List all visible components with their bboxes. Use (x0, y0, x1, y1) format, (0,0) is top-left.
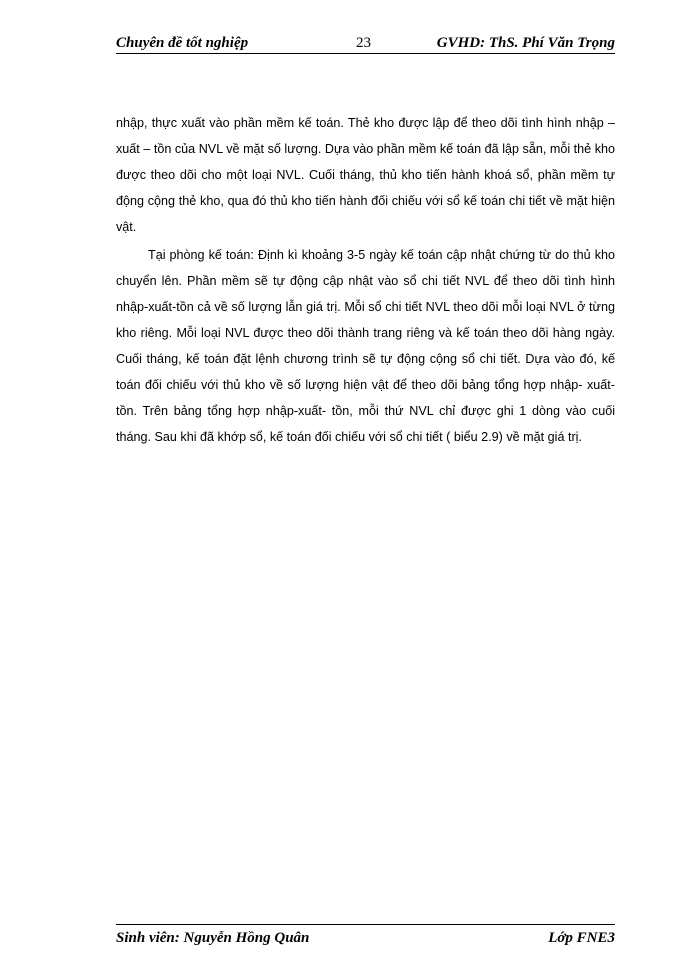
page-number: 23 (356, 35, 371, 51)
student-name: Sinh viên: Nguyễn Hồng Quân (116, 930, 310, 946)
paragraph-2: Tại phòng kế toán: Định kì khoảng 3-5 ngày kế toán cập nhật chứng từ do thủ kho chuyển lên. Phần mềm sẽ tự động cập nhật vào sổ chi tiết NVL để theo dõi tình hình nhập-xuất-tồn cả về số lượng lẫn giá trị. Mỗi sổ chi tiết NVL theo dõi mỗi loại NVL ở từng kho riêng. Mỗi loại NVL được theo dõi thành trang riêng và kế toán theo dõi hàng ngày. Cuối tháng, kế toán đặt lệnh chương trình sẽ tự động cộng sổ chi tiết. Dựa vào đó, kế toán đối chiếu với thủ kho về số lượng hiện vật để theo dõi bảng tổng hợp nhập- xuất- tồn. Trên bảng tổng hợp nhập-xuất- tồn, mỗi thứ NVL chỉ được ghi 1 dòng vào cuối tháng. Sau khi đã khớp sổ, kế toán đối chiếu với sổ chi tiết ( biểu 2.9) về mặt giá trị. (116, 248, 615, 444)
document-title: Chuyên đề tốt nghiệp (116, 35, 249, 51)
body-text (116, 110, 615, 450)
page-header (116, 33, 615, 54)
class-name: Lớp FNE3 (548, 930, 615, 946)
paragraph-1: nhập, thực xuất vào phần mềm kế toán. Thẻ kho được lập để theo dõi tình hình nhập – xuất – tồn của NVL về mặt số lượng. Dựa vào phần mềm kế toán đã lập sẵn, mỗi thẻ kho được theo dõi cho một loại NVL. Cuối tháng, thủ kho tiến hành khoá sổ, phần mềm tự động cộng thẻ kho, qua đó thủ kho tiến hành đối chiếu với sổ kế toán chi tiết về mặt hiện vật. (116, 116, 615, 234)
advisor-name: GVHD: ThS. Phí Văn Trọng (436, 35, 615, 51)
page-footer (116, 924, 615, 949)
